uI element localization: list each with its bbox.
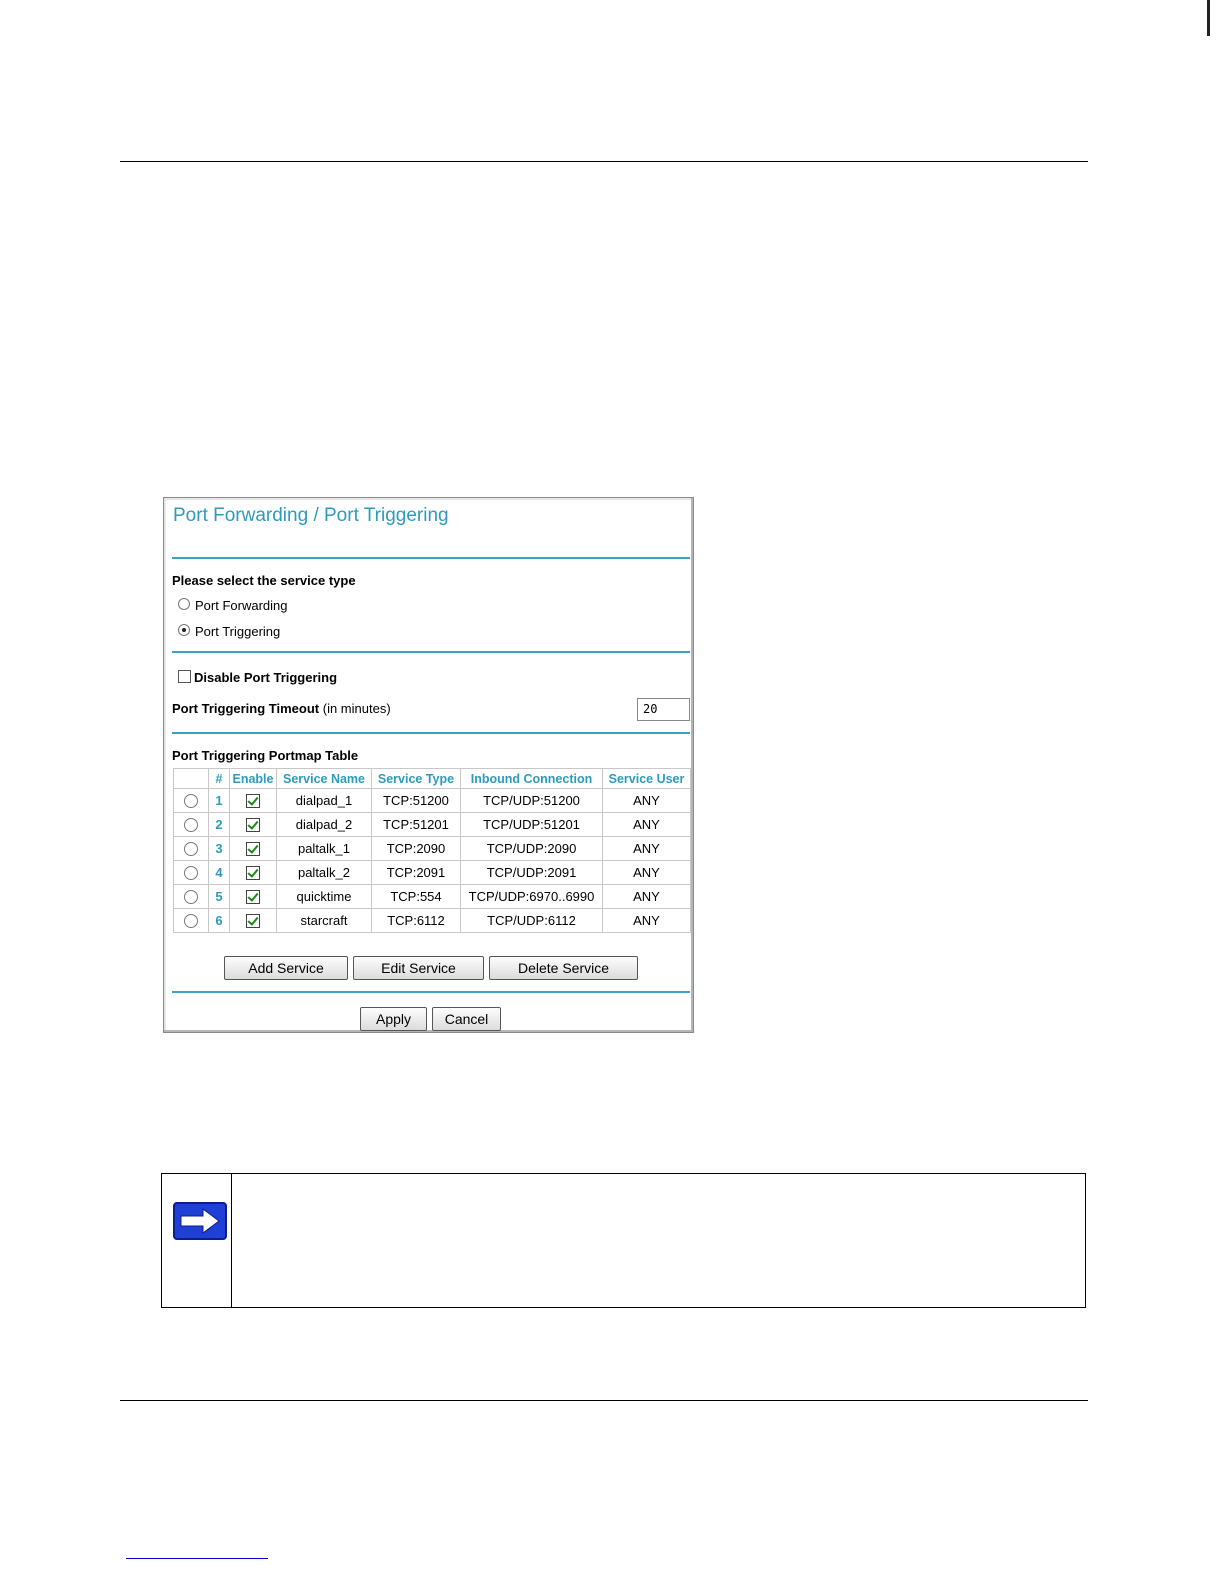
page-edge-mark <box>1207 0 1210 36</box>
row-enable-cell <box>230 909 277 933</box>
edit-service-button[interactable]: Edit Service <box>353 956 484 980</box>
row-select-radio[interactable] <box>184 794 198 808</box>
row-service-type: TCP:2090 <box>372 837 461 861</box>
divider <box>172 991 690 993</box>
row-number: 6 <box>209 909 230 933</box>
col-service-name: Service Name <box>277 769 372 789</box>
row-service-type: TCP:554 <box>372 885 461 909</box>
port-forwarding-label: Port Forwarding <box>195 598 288 613</box>
row-inbound-connection: TCP/UDP:51200 <box>461 789 603 813</box>
radio-port-triggering[interactable] <box>178 624 190 636</box>
header-rule <box>120 161 1088 162</box>
row-enable-cell <box>230 885 277 909</box>
row-select-radio[interactable] <box>184 842 198 856</box>
cancel-button[interactable]: Cancel <box>432 1007 501 1031</box>
note-box <box>161 1173 1086 1308</box>
row-enable-cell <box>230 861 277 885</box>
row-inbound-connection: TCP/UDP:6970..6990 <box>461 885 603 909</box>
row-enable-checkbox[interactable] <box>246 914 260 928</box>
table-row <box>174 885 691 909</box>
row-service-name: paltalk_2 <box>277 861 372 885</box>
row-service-type: TCP:2091 <box>372 861 461 885</box>
table-row <box>174 861 691 885</box>
divider <box>172 557 690 559</box>
timeout-input[interactable]: 20 <box>637 698 690 721</box>
footer-link-underline <box>126 1558 268 1559</box>
timeout-suffix: (in minutes) <box>322 701 391 716</box>
radio-port-forwarding[interactable] <box>178 598 190 610</box>
row-enable-cell <box>230 813 277 837</box>
row-select-radio[interactable] <box>184 866 198 880</box>
row-service-name: paltalk_1 <box>277 837 372 861</box>
disable-port-triggering-label: Disable Port Triggering <box>194 670 338 685</box>
row-select-cell <box>174 909 209 933</box>
row-service-type: TCP:6112 <box>372 909 461 933</box>
row-inbound-connection: TCP/UDP:2090 <box>461 837 603 861</box>
row-select-cell <box>174 813 209 837</box>
row-service-user: ANY <box>603 909 691 933</box>
divider <box>172 651 690 653</box>
row-service-type: TCP:51200 <box>372 789 461 813</box>
service-type-heading: Please select the service type <box>172 573 356 588</box>
portmap-table <box>173 768 691 933</box>
col-inbound-connection: Inbound Connection <box>461 769 603 789</box>
disable-port-triggering-checkbox[interactable] <box>178 670 191 683</box>
apply-button[interactable]: Apply <box>360 1007 427 1031</box>
timeout-label: Port Triggering Timeout <box>172 701 320 716</box>
row-select-radio[interactable] <box>184 890 198 904</box>
row-select-radio[interactable] <box>184 818 198 832</box>
row-service-user: ANY <box>603 837 691 861</box>
table-row <box>174 909 691 933</box>
portmap-table-heading: Port Triggering Portmap Table <box>172 748 359 763</box>
row-number: 2 <box>209 813 230 837</box>
row-enable-checkbox[interactable] <box>246 794 260 808</box>
table-row <box>174 789 691 813</box>
row-select-cell <box>174 861 209 885</box>
table-row <box>174 837 691 861</box>
delete-service-button[interactable]: Delete Service <box>489 956 638 980</box>
row-enable-cell <box>230 789 277 813</box>
table-row <box>174 813 691 837</box>
row-select-cell <box>174 885 209 909</box>
port-triggering-label: Port Triggering <box>195 624 281 639</box>
row-enable-checkbox[interactable] <box>246 818 260 832</box>
row-inbound-connection: TCP/UDP:51201 <box>461 813 603 837</box>
table-header-row <box>174 769 691 789</box>
timeout-label-row <box>172 701 391 716</box>
row-number: 4 <box>209 861 230 885</box>
row-service-name: starcraft <box>277 909 372 933</box>
add-service-button[interactable]: Add Service <box>224 956 348 980</box>
page-title: Port Forwarding / Port Triggering <box>173 505 449 526</box>
row-inbound-connection: TCP/UDP:6112 <box>461 909 603 933</box>
row-enable-checkbox[interactable] <box>246 866 260 880</box>
row-service-user: ANY <box>603 885 691 909</box>
row-service-name: quicktime <box>277 885 372 909</box>
col-service-user: Service User <box>603 769 691 789</box>
col-select <box>174 769 209 789</box>
port-triggering-screenshot <box>163 497 694 1033</box>
row-service-user: ANY <box>603 813 691 837</box>
row-service-type: TCP:51201 <box>372 813 461 837</box>
row-number: 1 <box>209 789 230 813</box>
right-arrow-icon <box>173 1202 227 1240</box>
footer-rule <box>120 1400 1088 1401</box>
row-service-name: dialpad_1 <box>277 789 372 813</box>
row-number: 3 <box>209 837 230 861</box>
row-service-name: dialpad_2 <box>277 813 372 837</box>
row-select-cell <box>174 789 209 813</box>
row-enable-checkbox[interactable] <box>246 842 260 856</box>
row-enable-cell <box>230 837 277 861</box>
row-service-user: ANY <box>603 789 691 813</box>
row-number: 5 <box>209 885 230 909</box>
col-service-type: Service Type <box>372 769 461 789</box>
col-enable: Enable <box>230 769 277 789</box>
divider <box>172 732 690 734</box>
row-inbound-connection: TCP/UDP:2091 <box>461 861 603 885</box>
col-number: # <box>209 769 230 789</box>
note-divider <box>231 1174 232 1307</box>
row-enable-checkbox[interactable] <box>246 890 260 904</box>
row-service-user: ANY <box>603 861 691 885</box>
row-select-cell <box>174 837 209 861</box>
row-select-radio[interactable] <box>184 914 198 928</box>
